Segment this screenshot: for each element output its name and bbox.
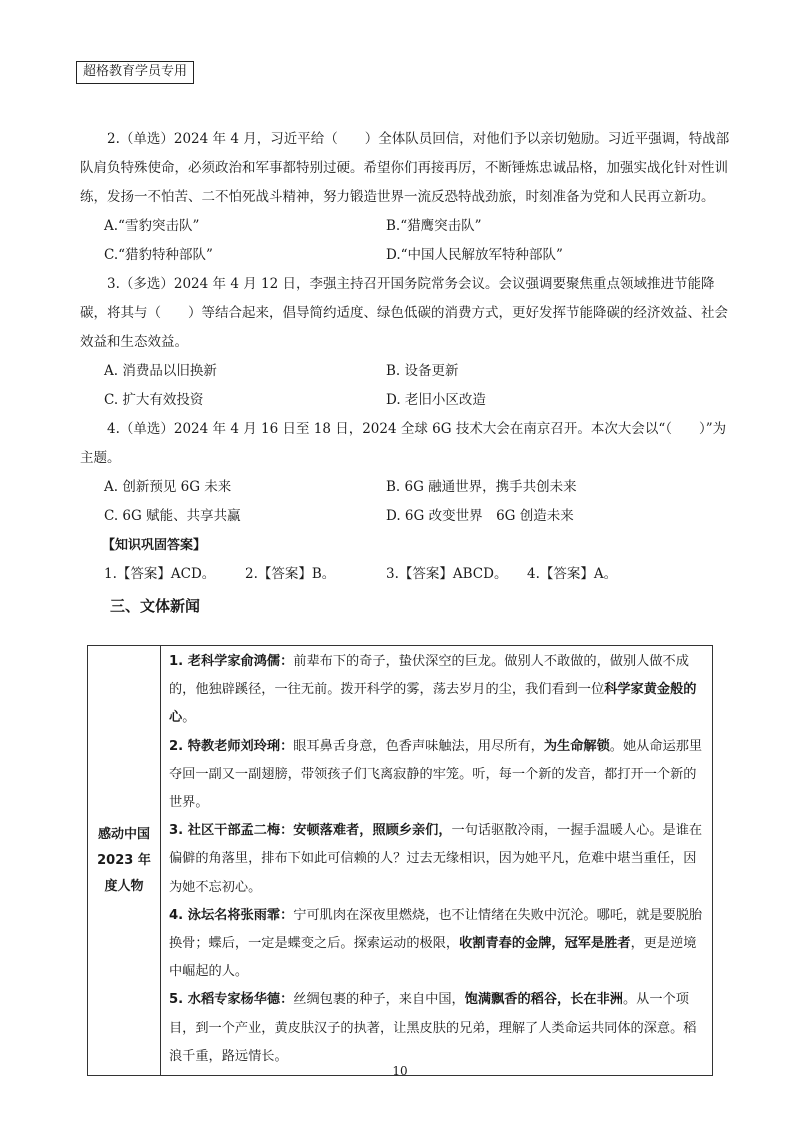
option-d: D.“中国人民解放军特种部队” xyxy=(386,247,563,263)
option-c: C. 6G 赋能、共享共赢 xyxy=(104,508,241,524)
news-item-text: 宁可肌肉在深夜里燃烧，也不让情绪在失败中沉沦。哪吒，就是要脱胎换骨；蝶后，一定是蝶变之后。探索运动的极限， xyxy=(169,907,703,952)
news-item-name: 1. 老科学家俞鸿儒： xyxy=(169,654,294,669)
news-item-name: 4. 泳坛名将张雨霏： xyxy=(169,907,294,923)
option-row xyxy=(80,386,730,415)
question-3 xyxy=(80,270,730,415)
option-row xyxy=(80,502,730,531)
label-line: 度人物 xyxy=(104,878,144,894)
news-item-text: 前辈布下的奇子，蛰伏深空的巨龙。做别人不敢做的，做别人做不成的，他独辟蹊径，一往无前。拨开科学的雾，荡去岁月的尘，我们看到一位 xyxy=(169,654,689,698)
option-a: A. 消费品以旧换新 xyxy=(104,363,217,379)
news-item xyxy=(169,986,704,1071)
answer-item: 3.【答案】ABCD。 xyxy=(386,566,508,582)
news-item-highlight: 为生命解锁 xyxy=(543,738,610,754)
news-body xyxy=(161,646,713,1076)
option-c: C.“猎豹特种部队” xyxy=(104,247,213,263)
news-item xyxy=(169,733,704,818)
page-content xyxy=(80,125,730,621)
option-a: A. 创新预见 6G 未来 xyxy=(104,479,232,495)
question-stem: 2.（单选）2024 年 4 月，习近平给（ ）全体队员回信，对他们予以亲切勉励。习近平强调，特战部队肩负特殊使命，必须政治和军事都特别过硬。希望你们再接再厉，不断锤炼忠诚品格，加强实战化针对性训练，发扬一不怕苦、二不怕死战斗精神，努力锻造世界一流反恐特战劲旅，时刻准备为党和人民再立新功。 xyxy=(80,131,730,205)
news-item xyxy=(169,902,704,987)
option-b: B. 6G 融通世界，携手共创未来 xyxy=(386,479,577,495)
question-4 xyxy=(80,415,730,531)
option-b: B.“猎鹰突击队” xyxy=(386,218,482,234)
answers-row xyxy=(80,560,730,589)
option-row xyxy=(80,212,730,241)
watermark-stamp: 超格教育学员专用 xyxy=(76,61,194,84)
option-a: A.“雪豹突击队” xyxy=(104,218,200,234)
news-item-text: 一句话驱散冷雨，一握手温暖人心。是谁在偏僻的角落里，排布下如此可信赖的人？过去无缘相识，因为她平凡，危难中堪当重任，因为她不忘初心。 xyxy=(169,823,703,895)
option-row xyxy=(80,241,730,270)
news-item-text: 。 xyxy=(182,710,196,726)
question-stem: 3.（多选）2024 年 4 月 12 日，李强主持召开国务院常务会议。会议强调要聚焦重点领域推进节能降碳，将其与（ ）等结合起来，倡导简约适度、绿色低碳的消费方式，更好发挥节能降碳的经济效益、社会效益和生态效益。 xyxy=(80,276,728,350)
option-d: D. 6G 改变世界 6G 创造未来 xyxy=(386,508,574,524)
news-item xyxy=(169,817,704,902)
news-item-text: ，更是逆境中崛起的人。 xyxy=(169,936,697,980)
news-item-text: 。从一个项目，到一个产业，黄皮肤汉子的执著，让黑皮肤的兄弟，理解了人类命运共同体的深意。稻浪千重，路远情长。 xyxy=(169,992,697,1064)
news-item-highlight: 收割青春的金牌，冠军是胜者 xyxy=(459,936,631,952)
answer-item: 1.【答案】ACD。 xyxy=(104,566,216,582)
question-stem: 4.（单选）2024 年 4 月 16 日至 18 日，2024 全球 6G 技术大会在南京召开。本次大会以“（ ）”为主题。 xyxy=(80,421,727,466)
option-d: D. 老旧小区改造 xyxy=(386,392,486,408)
option-c: C. 扩大有效投资 xyxy=(104,392,204,408)
answers-heading: 【知识巩固答案】 xyxy=(102,538,207,553)
news-item-text: 眼耳鼻舌身意，色香声味触法，用尽所有， xyxy=(293,738,544,754)
news-item-highlight: 饱满飘香的稻谷，长在非洲 xyxy=(464,992,623,1008)
section-title: 三、文体新闻 xyxy=(110,597,201,615)
news-item xyxy=(169,648,704,733)
question-2 xyxy=(80,125,730,270)
news-item-text: 丝绸包裹的种子，来自中国， xyxy=(293,992,465,1008)
page-number: 10 xyxy=(392,1064,408,1078)
news-item-name: 2. 特教老师刘玲琍： xyxy=(169,738,294,754)
news-category-label xyxy=(88,646,161,1076)
label-line: 2023 年 xyxy=(97,852,151,868)
answer-item: 2.【答案】B。 xyxy=(245,566,336,582)
news-item-highlight: 科学家黄金般的心 xyxy=(169,682,697,726)
news-item-name: 5. 水稻专家杨华德： xyxy=(169,992,294,1008)
option-row xyxy=(80,473,730,502)
news-item-text: 。她从命运那里夺回一副又一副翅膀，带领孩子们飞离寂静的牢笼。听，每一个新的发音，都打开一个新的世界。 xyxy=(169,738,703,811)
answer-item: 4.【答案】A。 xyxy=(527,566,618,582)
option-row xyxy=(80,357,730,386)
news-table xyxy=(87,645,713,1076)
label-line: 感动中国 xyxy=(97,826,150,842)
option-b: B. 设备更新 xyxy=(386,363,459,379)
news-item-name: 3. 社区干部孟二梅：安顿落难者，照顾乡亲们， xyxy=(169,823,452,839)
